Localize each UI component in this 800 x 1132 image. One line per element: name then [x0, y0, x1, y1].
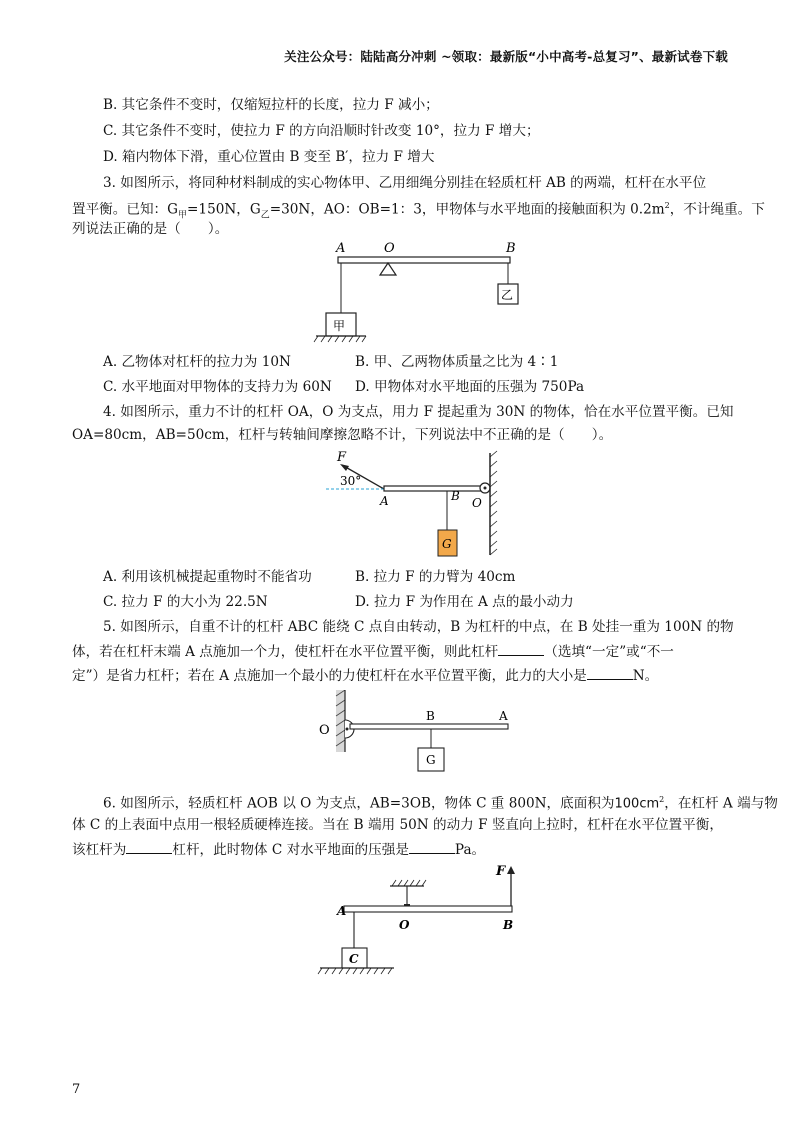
page-number: 7 — [72, 1082, 81, 1097]
q6-blank-2 — [409, 839, 455, 854]
q5-stem-line3: 定”）是省力杠杆；若在 A 点施加一个最小的力使杠杆在水平位置平衡，此力的大小是 N。 — [72, 665, 658, 686]
q3-label-a: A — [336, 241, 346, 256]
q6-label-b: B — [503, 918, 514, 932]
q5-label-a: A — [499, 709, 508, 723]
q6-ceiling-hatch — [392, 880, 426, 886]
q6-label-o: O — [399, 918, 410, 932]
q3-label-o: O — [384, 241, 395, 256]
q3-stem-line2: 置平衡。已知：$G_甲=150N$，$G_乙=30N$，AO：OB=1：3，甲物体与水平地面的接触面积为 $0.2m^2$，不计绳重。下 — [72, 201, 765, 221]
q4-label-f: F — [337, 450, 347, 465]
q3-ground-hatch — [314, 336, 366, 342]
q3-stem-line3: 列说法正确的是（ ）。 — [72, 221, 229, 237]
q3-option-c: C. 水平地面对甲物体的支持力为 60N — [103, 379, 332, 395]
q4-label-g: G — [442, 537, 452, 551]
q5-figure — [314, 690, 524, 775]
q3-option-d: D. 甲物体对水平地面的压强为 750Pa — [355, 379, 585, 395]
q2-option-b: B. 其它条件不变时，仅缩短拉杆的长度，拉力 F 减小； — [103, 97, 439, 113]
q5-blank-1 — [498, 641, 544, 656]
q4-stem-line2: OA=80cm，AB=50cm，杠杆与转轴间摩擦忽略不计，下列说法中不正确的是（ ）。 — [72, 427, 613, 443]
q4-label-a: A — [380, 494, 389, 508]
q5-blank-2 — [587, 665, 633, 680]
q3-figure — [310, 238, 530, 346]
q2-option-c: C. 其它条件不变时，使拉力 F 的方向沿顺时针改变 10°，拉力 F 增大； — [103, 123, 540, 139]
q3-fulcrum — [380, 263, 396, 275]
q4-option-b: B. 拉力 F 的力臂为 40cm — [355, 569, 516, 585]
q6-force-arrow — [507, 866, 515, 874]
q3-label-jia: 甲 — [333, 319, 346, 333]
q6-ground-hatch — [318, 968, 392, 974]
q4-stem-line1: 4. 如图所示，重力不计的杠杆 OA，O 为支点，用力 F 提起重为 30N 的物体，恰在水平位置平衡。已知 — [103, 404, 734, 420]
q4-wall-hatch — [490, 451, 497, 555]
q4-option-a: A. 利用该机械提起重物时不能省功 — [103, 569, 312, 585]
q3-label-b: B — [506, 241, 516, 256]
q3-stem-line1: 3. 如图所示，将同种材料制成的实心物体甲、乙用细绳分别挂在轻质杠杆 AB 的两端，杠杆在水平位 — [103, 175, 707, 191]
q3-lever — [338, 257, 510, 263]
q4-option-d: D. 拉力 F 为作用在 A 点的最小动力 — [355, 594, 574, 610]
q5-label-b: B — [426, 709, 435, 723]
q4-label-angle: 30° — [340, 474, 362, 488]
q4-label-b: B — [451, 489, 460, 503]
q6-blank-1 — [126, 839, 172, 854]
q3-label-yi: 乙 — [501, 288, 514, 302]
q6-label-a: A — [337, 904, 347, 918]
q3-option-b: B. 甲、乙两物体质量之比为 4∶1 — [355, 354, 559, 370]
q6-label-c: C — [349, 952, 359, 966]
q5-lever — [350, 724, 508, 729]
q4-label-o: O — [472, 496, 482, 510]
q4-lever — [384, 486, 484, 491]
q6-figure — [312, 860, 522, 980]
q4-force-arrow — [340, 464, 349, 471]
q5-stem-line2: 体，若在杠杆末端 A 点施加一个力，使杠杆在水平位置平衡，则此杠杆 （选填“一定”或“不一 — [72, 641, 674, 662]
q5-stem-line1: 5. 如图所示，自重不计的杠杆 ABC 能绕 C 点自由转动，B 为杠杆的中点，在 B 处挂一重为 100N 的物 — [103, 619, 734, 635]
q6-stem-line1: 6. 如图所示，轻质杠杆 AOB 以 O 为支点，AB=3OB，物体 C 重 800N，底面积为$100cm^2$，在杠杆 A 端与物 — [103, 795, 778, 812]
q6-stem-line2: 体 C 的上表面中点用一根轻质硬棒连接。当在 B 端用 50N 的动力 F 竖直向上拉时，杠杆在水平位置平衡， — [72, 817, 723, 833]
q4-option-c: C. 拉力 F 的大小为 22.5N — [103, 594, 268, 610]
q6-stem-line3: 该杠杆为 杠杆，此时物体 C 对水平地面的压强是 Pa。 — [72, 839, 485, 860]
q6-label-f: F — [496, 864, 506, 879]
q3-option-a: A. 乙物体对杠杆的拉力为 10N — [103, 354, 291, 370]
q4-figure — [320, 447, 510, 562]
q6-lever — [344, 906, 512, 912]
page-header: 关注公众号：陆陆高分冲刺 ~领取：最新版“小中高考-总复习”、最新试卷下载 — [284, 49, 728, 64]
q5-label-g: G — [426, 753, 436, 767]
q2-option-d: D. 箱内物体下滑，重心位置由 B 变至 B′，拉力 F 增大 — [103, 149, 435, 165]
q5-label-o: O — [319, 723, 330, 738]
